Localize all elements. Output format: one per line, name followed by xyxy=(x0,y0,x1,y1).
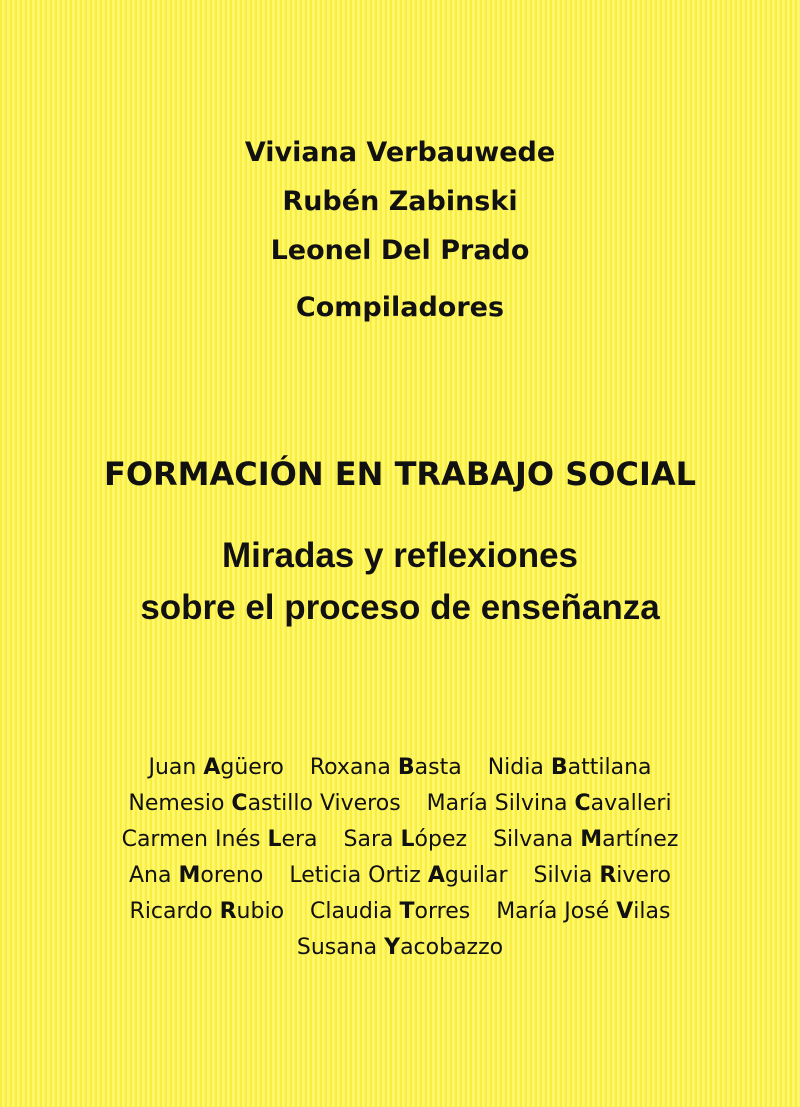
contributor-surname-rest: oreno xyxy=(200,863,264,888)
contributor-name xyxy=(297,930,503,966)
compiler-name: Rubén Zabinski xyxy=(282,186,518,217)
contributor-first-name: Ana xyxy=(128,863,172,888)
contributor-first-name: María Silvina xyxy=(426,791,568,816)
contributor-first-name: Ricardo xyxy=(129,899,213,924)
contributor-name xyxy=(289,858,507,894)
contributor-surname-rest: acobazzo xyxy=(400,935,504,960)
book-subtitle xyxy=(0,530,800,634)
contributor-name xyxy=(496,894,670,930)
contributor-name xyxy=(310,894,470,930)
contributor-surname-initial: R xyxy=(219,899,237,924)
contributor-surname-initial: L xyxy=(267,827,282,852)
contributors-row xyxy=(0,894,800,930)
contributor-surname-initial: B xyxy=(550,755,568,780)
contributor-surname-initial: C xyxy=(231,791,248,816)
contributor-first-name: Nidia xyxy=(487,755,544,780)
contributors-row xyxy=(0,822,800,858)
contributor-surname-rest: guilar xyxy=(444,863,508,888)
contributor-name xyxy=(427,786,672,822)
contributor-surname-initial: M xyxy=(178,863,201,888)
contributor-first-name: Carmen Inés xyxy=(121,827,261,852)
contributor-surname-rest: orres xyxy=(414,899,471,924)
contributor-first-name: Juan xyxy=(148,755,197,780)
contributor-surname-initial: Y xyxy=(384,935,401,960)
contributor-surname-rest: attilana xyxy=(567,755,652,780)
contributor-surname-rest: asta xyxy=(414,755,462,780)
contributor-name xyxy=(310,750,462,786)
contributors-row xyxy=(0,750,800,786)
contributor-name xyxy=(148,750,283,786)
contributor-surname-rest: ubio xyxy=(236,899,285,924)
contributor-surname-initial: R xyxy=(599,863,617,888)
contributor-name xyxy=(493,822,678,858)
contributors-row xyxy=(0,786,800,822)
compiler-name: Leonel Del Prado xyxy=(270,235,530,266)
subtitle-line: Miradas y reflexiones xyxy=(222,536,578,575)
contributor-first-name: Silvana xyxy=(493,827,574,852)
contributor-name xyxy=(129,858,263,894)
contributor-first-name: Susana xyxy=(296,935,378,960)
contributor-first-name: Silvia xyxy=(533,863,593,888)
contributor-surname-rest: ivero xyxy=(616,863,671,888)
contributor-first-name: Claudia xyxy=(310,899,393,924)
contributor-surname-rest: ilas xyxy=(633,899,671,924)
contributors-row xyxy=(0,858,800,894)
contributors-list xyxy=(0,750,800,966)
contributor-surname-initial: A xyxy=(427,863,445,888)
contributor-first-name: Leticia Ortiz xyxy=(289,863,421,888)
contributor-surname-rest: era xyxy=(281,827,318,852)
compilers-block xyxy=(0,128,800,332)
contributor-first-name: Nemesio xyxy=(128,791,225,816)
contributor-surname-initial: C xyxy=(574,791,591,816)
contributor-surname-initial: T xyxy=(399,899,415,924)
contributor-name xyxy=(122,822,318,858)
contributor-surname-rest: güero xyxy=(220,755,284,780)
contributor-name xyxy=(488,750,652,786)
compiler-name: Viviana Verbauwede xyxy=(244,137,556,168)
book-title: FORMACIÓN EN TRABAJO SOCIAL xyxy=(103,455,697,493)
contributor-surname-rest: ópez xyxy=(414,827,468,852)
contributor-surname-initial: B xyxy=(397,755,415,780)
contributor-surname-initial: V xyxy=(616,899,634,924)
contributor-surname-rest: artínez xyxy=(602,827,679,852)
contributors-row xyxy=(0,930,800,966)
contributor-surname-initial: L xyxy=(400,827,415,852)
contributor-surname-rest: astillo Viveros xyxy=(247,791,401,816)
compilers-role: Compiladores xyxy=(295,292,505,323)
contributor-name xyxy=(128,786,400,822)
contributor-name xyxy=(130,894,285,930)
contributor-name xyxy=(534,858,671,894)
contributor-first-name: Roxana xyxy=(309,755,391,780)
contributor-first-name: María José xyxy=(496,899,610,924)
contributor-surname-initial: M xyxy=(580,827,603,852)
contributor-surname-initial: A xyxy=(203,755,221,780)
contributor-first-name: Sara xyxy=(343,827,394,852)
contributor-name xyxy=(344,822,468,858)
contributor-surname-rest: avalleri xyxy=(590,791,672,816)
subtitle-line: sobre el proceso de enseñanza xyxy=(140,588,660,627)
